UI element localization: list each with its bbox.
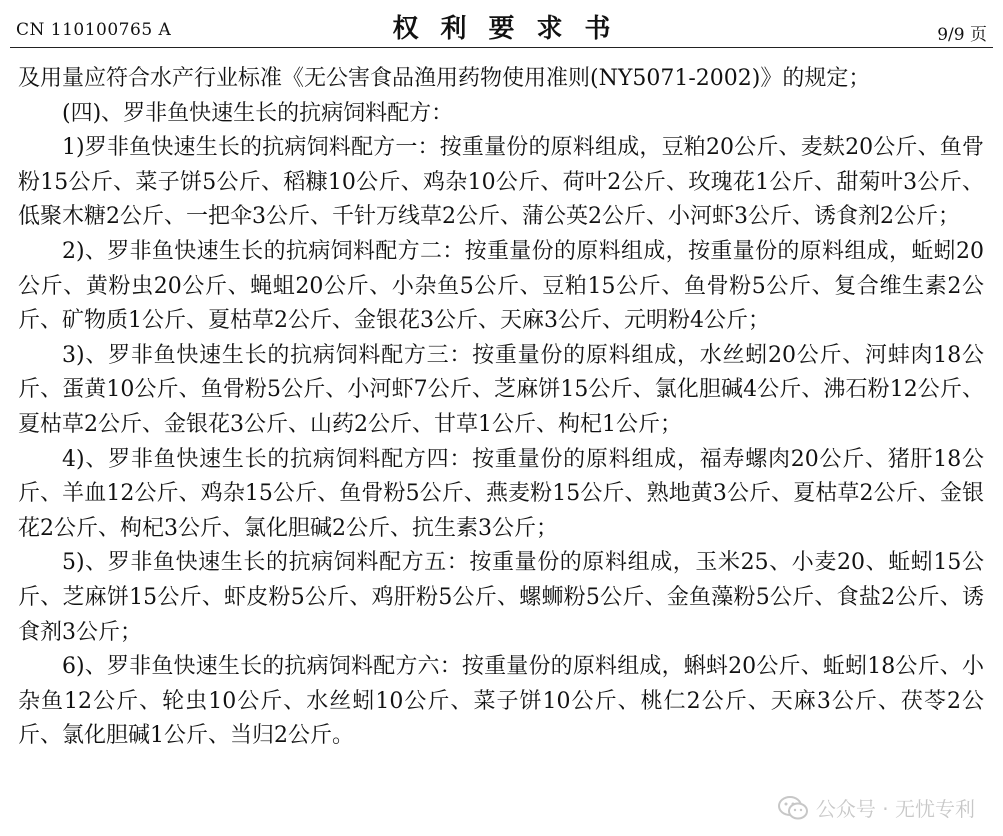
wechat-icon <box>778 795 808 821</box>
paragraph-section-heading: (四)、罗非鱼快速生长的抗病饲料配方： <box>62 100 454 126</box>
paragraph-formula-4: 4)、罗非鱼快速生长的抗病饲料配方四：按重量份的原料组成，福寿螺肉20公斤、猪肝18公斤、羊血12公斤、鸡杂15公斤、鱼骨粉5公斤、燕麦粉15公斤、熟地黄3公斤、夏枯草2公斤、金银花2公斤、枸杞3公斤、氯化胆碱2公斤、抗生素3公斤； <box>18 446 984 541</box>
paragraph-formula-2: 2)、罗非鱼快速生长的抗病饲料配方二：按重量份的原料组成，按重量份的原料组成，蚯蚓20公斤、黄粉虫20公斤、蝇蛆20公斤、小杂鱼5公斤、豆粕15公斤、鱼骨粉5公斤、复合维生素2公斤、矿物质1公斤、夏枯草2公斤、金银花3公斤、天麻3公斤、元明粉4公斤； <box>18 238 984 334</box>
patent-number: CN 110100765 A <box>16 20 172 40</box>
claims-body <box>18 62 984 754</box>
paragraph-continuation: 及用量应符合水产行业标准《无公害食品渔用药物使用准则(NY5071-2002)》的规定； <box>18 66 871 91</box>
page-number: 9/9 页 <box>937 25 987 45</box>
watermark <box>778 793 975 822</box>
paragraph-formula-6: 6)、罗非鱼快速生长的抗病饲料配方六：按重量份的原料组成，蝌蚪20公斤、蚯蚓18公斤、小杂鱼12公斤、轮虫10公斤、水丝蚓10公斤、菜子饼10公斤、桃仁2公斤、天麻3公斤、茯苓2公斤、氯化胆碱1公斤、当归2公斤。 <box>18 654 984 749</box>
page-header <box>0 0 1003 50</box>
document-title: 权利要求书 <box>392 14 633 44</box>
paragraph-formula-3: 3)、罗非鱼快速生长的抗病饲料配方三：按重量份的原料组成，水丝蚓20公斤、河蚌肉18公斤、蛋黄10公斤、鱼骨粉5公斤、小河虾7公斤、芝麻饼15公斤、氯化胆碱4公斤、沸石粉12公斤、夏枯草2公斤、金银花3公斤、山药2公斤、甘草1公斤、枸杞1公斤； <box>18 342 984 437</box>
watermark-text: 公众号 · 无忧专利 <box>815 797 975 821</box>
paragraph-formula-5: 5)、罗非鱼快速生长的抗病饲料配方五：按重量份的原料组成，玉米25、小麦20、蚯蚓15公斤、芝麻饼15公斤、虾皮粉5公斤、鸡肝粉5公斤、螺蛳粉5公斤、金鱼藻粉5公斤、食盐2公斤、诱食剂3公斤； <box>18 550 984 645</box>
header-rule <box>10 47 993 48</box>
paragraph-formula-1: 1)罗非鱼快速生长的抗病饲料配方一：按重量份的原料组成，豆粕20公斤、麦麸20公斤、鱼骨粉15公斤、菜子饼5公斤、稻糠10公斤、鸡杂10公斤、荷叶2公斤、玫瑰花1公斤、甜菊叶3公斤、低聚木糖2公斤、一把伞3公斤、千针万线草2公斤、蒲公英2公斤、小河虾3公斤、诱食剂2公斤； <box>18 135 984 230</box>
